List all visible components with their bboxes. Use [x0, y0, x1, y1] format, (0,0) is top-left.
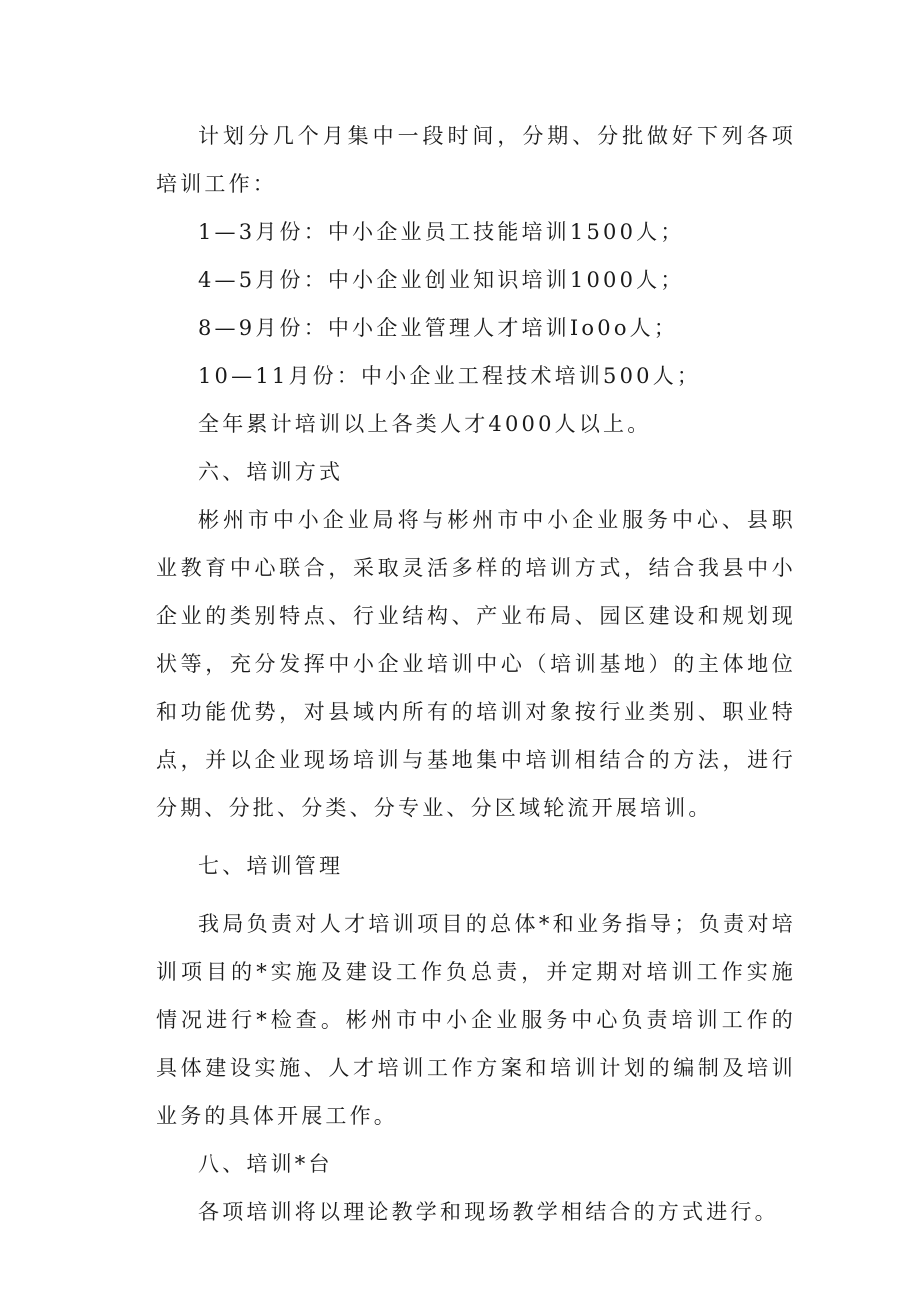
- schedule-item-4: 10—11月份：中小企业工程技术培训500人；: [198, 364, 702, 388]
- document-body: [156, 112, 796, 1236]
- schedule-item-3: 8—9月份：中小企业管理人才培训Io0o人；: [198, 316, 679, 340]
- schedule-item-2: 4—5月份：中小企业创业知识培训1000人；: [198, 268, 685, 292]
- section-6-heading: 六、培训方式: [198, 460, 344, 484]
- total-paragraph: 全年累计培训以上各类人才4000人以上。: [198, 412, 652, 436]
- intro-paragraph: 计划分几个月集中一段时间，分期、分批做好下列各项培训工作：: [156, 124, 796, 196]
- schedule-item-1: 1—3月份：中小企业员工技能培训1500人；: [198, 220, 685, 244]
- section-7-body: 我局负责对人才培训项目的总体*和业务指导；负责对培训项目的*实施及建设工作负总责，并定期对培训工作实施情况进行*检查。彬州市中小企业服务中心负责培训工作的具体建设实施、人才培训工作方案和培训计划的编制及培训业务的具体开展工作。: [156, 912, 796, 1128]
- section-7-heading: 七、培训管理: [198, 854, 344, 878]
- section-8-heading: 八、培训*台: [198, 1152, 333, 1176]
- section-6-body: 彬州市中小企业局将与彬州市中小企业服务中心、县职业教育中心联合，采取灵活多样的培训方式，结合我县中小企业的类别特点、行业结构、产业布局、园区建设和规划现状等，充分发挥中小企业培训中心（培训基地）的主体地位和功能优势，对县域内所有的培训对象按行业类别、职业特点，并以企业现场培训与基地集中培训相结合的方法，进行分期、分批、分类、分专业、分区域轮流开展培训。: [156, 508, 796, 820]
- section-8-body: 各项培训将以理论教学和现场教学相结合的方式进行。: [198, 1200, 779, 1224]
